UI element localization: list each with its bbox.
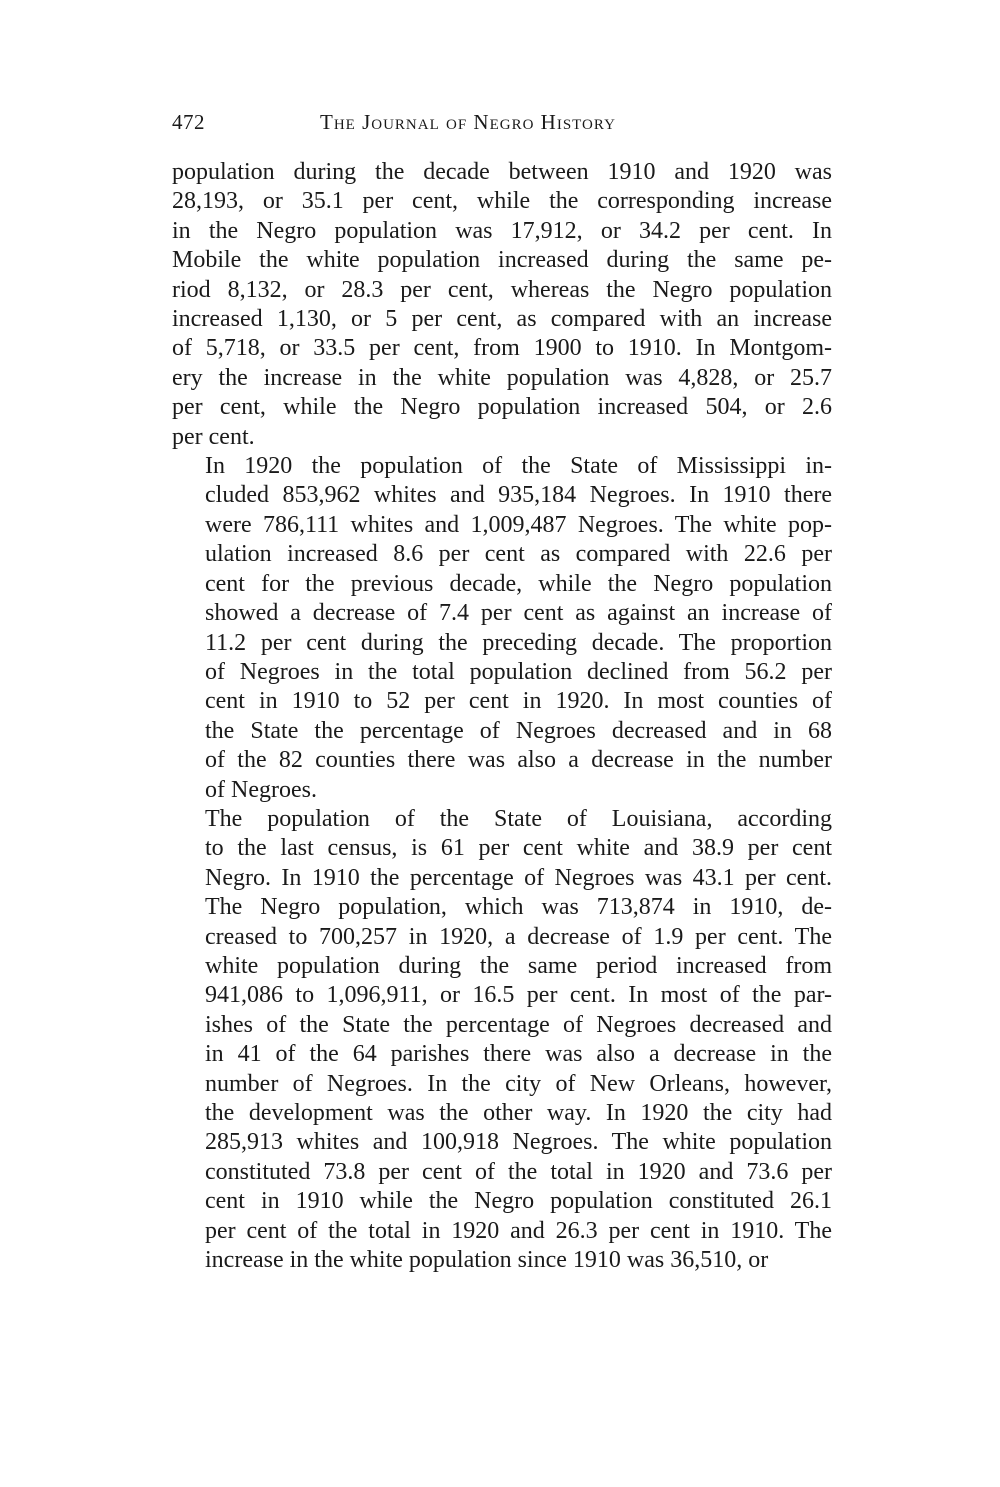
text-line: of Negroes.: [205, 776, 317, 803]
text-line: per cent, while the Negro population increased 504, or 2.6: [172, 394, 832, 421]
page-number: 472: [172, 110, 205, 134]
paragraph: [172, 158, 832, 452]
text-line: 11.2 per cent during the preceding decade. The proportion: [205, 629, 832, 656]
paragraph: [172, 805, 832, 1276]
text-line: the State the percentage of Negroes decreased and in 68: [205, 717, 832, 744]
text-line: of Negroes in the total population declined from 56.2 per: [205, 658, 832, 685]
text-line: were 786,111 whites and 1,009,487 Negroes. The white pop-: [205, 511, 832, 538]
text-line: of 5,718, or 33.5 per cent, from 1900 to 1910. In Montgom-: [172, 335, 832, 362]
text-line: ery the increase in the white population was 4,828, or 25.7: [172, 364, 832, 391]
text-line: cent for the previous decade, while the Negro population: [205, 570, 832, 597]
text-line: cent in 1910 while the Negro population constituted 26.1: [205, 1188, 832, 1215]
text-line: creased to 700,257 in 1920, a decrease of 1.9 per cent. The: [205, 923, 832, 950]
text-line: 941,086 to 1,096,911, or 16.5 per cent. In most of the par-: [205, 982, 832, 1009]
text-line: The Negro population, which was 713,874 in 1910, de-: [205, 894, 832, 921]
text-line: per cent.: [172, 423, 255, 450]
text-line: increased 1,130, or 5 per cent, as compared with an increase: [172, 306, 832, 333]
text-line: In 1920 the population of the State of Mississippi in-: [205, 453, 832, 480]
text-line: ulation increased 8.6 per cent as compared with 22.6 per: [205, 541, 832, 568]
text-line: in the Negro population was 17,912, or 34.2 per cent. In: [172, 217, 832, 244]
text-line: Mobile the white population increased during the same pe-: [172, 247, 832, 274]
text-line: Negro. In 1910 the percentage of Negroes was 43.1 per cent.: [205, 864, 832, 891]
text-line: constituted 73.8 per cent of the total in 1920 and 73.6 per: [205, 1158, 832, 1185]
text-line: to the last census, is 61 per cent white and 38.9 per cent: [205, 835, 832, 862]
text-line: the development was the other way. In 1920 the city had: [205, 1100, 832, 1126]
text-line: white population during the same period increased from: [205, 952, 832, 979]
text-line: The population of the State of Louisiana, according: [205, 805, 832, 832]
text-line: population during the decade between 1910 and 1920 was: [172, 159, 832, 185]
page: [172, 100, 832, 1275]
paragraph: [172, 452, 832, 805]
running-head: The Journal of Negro History: [320, 110, 616, 134]
text-line: of the 82 counties there was also a decrease in the number: [205, 747, 832, 774]
text-line: ishes of the State the percentage of Negroes decreased and: [205, 1011, 832, 1038]
text-line: cluded 853,962 whites and 935,184 Negroes. In 1910 there: [205, 482, 832, 509]
page-header: [172, 100, 832, 144]
text-line: cent in 1910 to 52 per cent in 1920. In most counties of: [205, 688, 832, 715]
text-line: showed a decrease of 7.4 per cent as against an increase of: [205, 600, 832, 627]
body-text: [172, 158, 832, 1275]
text-line: number of Negroes. In the city of New Orleans, however,: [205, 1070, 832, 1097]
text-line: riod 8,132, or 28.3 per cent, whereas the Negro population: [172, 276, 832, 303]
text-line: in 41 of the 64 parishes there was also a decrease in the: [205, 1041, 832, 1068]
text-line: 285,913 whites and 100,918 Negroes. The white population: [205, 1129, 832, 1156]
text-line: per cent of the total in 1920 and 26.3 per cent in 1910. The: [205, 1217, 832, 1244]
text-line: 28,193, or 35.1 per cent, while the corresponding increase: [172, 188, 832, 215]
text-line: increase in the white population since 1910 was 36,510, or: [205, 1247, 769, 1274]
